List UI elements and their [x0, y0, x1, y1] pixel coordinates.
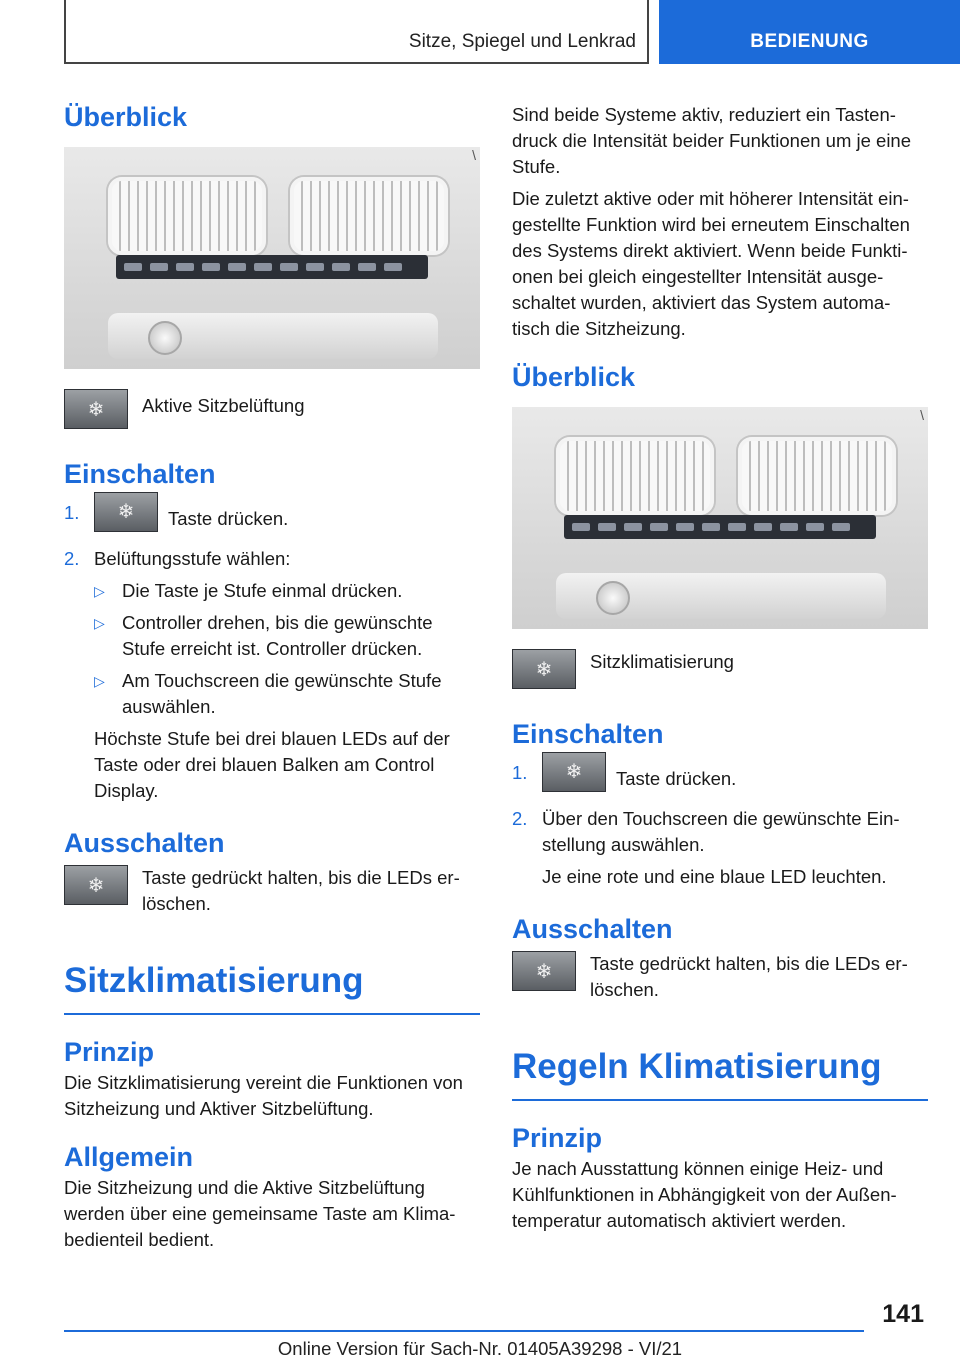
prinzip-heading: Prinzip	[64, 1037, 155, 1067]
footer-text: Online Version für Sach-Nr. 01405A39298 - VI/21	[277, 1338, 683, 1359]
intro-paragraph-1: Sind beide Systeme aktiv, reduziert ein Tasten‐druck die Intensität beider Funktionen um je eine Stufe.	[512, 104, 912, 177]
step-number: 1.	[64, 502, 80, 523]
ausschalten-heading: Ausschalten	[512, 914, 673, 944]
prinzip-text: Die Sitzklimatisierung vereint die Funktionen von Sitzheizung und Aktiver Sitzbelüftung.	[64, 1072, 463, 1119]
seat-ventilation-icon: ❄	[64, 389, 128, 429]
ausschalten-text: Taste gedrückt halten, bis die LEDs er‐löschen.	[142, 867, 460, 914]
seat-climate-icon: ❄	[512, 951, 576, 991]
step-number: 1.	[512, 762, 528, 783]
seat-climate-button-icon: ❄	[542, 752, 606, 792]
step-number: 2.	[512, 808, 528, 829]
step-text: Über den Touchscreen die gewünschte Ein‐stellung auswählen.	[542, 808, 900, 855]
left-air-vent	[108, 177, 266, 255]
icon-caption-row	[64, 389, 480, 429]
seat-ventilation-icon: ❄	[64, 865, 128, 905]
climate-panel-photo	[512, 407, 928, 629]
allgemein-heading: Allgemein	[64, 1142, 194, 1172]
climate-button-bar	[116, 255, 428, 279]
bullet-item: ▷ Controller drehen, bis die gewünschte Stufe erreicht ist. Controller drücken.	[94, 610, 480, 662]
section-title: Regeln Klimatisierung	[512, 1047, 928, 1101]
overview-heading: Überblick	[512, 362, 636, 392]
einschalten-heading: Einschalten	[512, 719, 664, 749]
seat-climate-icon: ❄	[512, 649, 576, 689]
chapter-title: Sitze, Spiegel und Lenkrad	[408, 31, 636, 52]
step-text: Belüftungsstufe wählen:	[94, 548, 291, 569]
page-number: 141	[882, 1300, 924, 1328]
section-title: Sitzklimatisierung	[64, 961, 480, 1015]
einschalten-heading: Einschalten	[64, 459, 216, 489]
volume-dial	[596, 581, 630, 615]
step-text: Taste drücken.	[616, 767, 737, 789]
einschalten-steps	[64, 500, 480, 804]
climate-button-bar	[564, 515, 876, 539]
icon-caption: Sitzklimatisierung	[590, 651, 734, 672]
intro-paragraph-2: Die zuletzt aktive oder mit höherer Intensität ein‐gestellte Funktion wird bei erneutem Einschalten des Systems direkt aktiviert. Wenn beide Funkti‐onen bei gleich eingestellter Intensität ausge‐schaltet wurden, aktiviert das System automa‐tisch die Sitzheizung.	[512, 188, 910, 339]
photo-mark: \	[920, 407, 924, 423]
footer-rule	[64, 1330, 864, 1332]
left-air-vent	[556, 437, 714, 515]
icon-caption-row	[512, 649, 928, 689]
prinzip-text: Je nach Ausstattung können einige Heiz- und Kühlfunktionen in Abhängigkeit von der Außen‐temperatur automatisch aktiviert werden.	[512, 1158, 897, 1231]
left-column	[64, 100, 480, 1253]
section-badge	[659, 0, 960, 64]
step-item	[64, 500, 480, 540]
overview-heading: Überblick	[64, 102, 188, 132]
prinzip-heading: Prinzip	[512, 1123, 603, 1153]
ausschalten-text: Taste gedrückt halten, bis die LEDs er‐löschen.	[590, 953, 908, 1000]
climate-panel-photo	[64, 147, 480, 369]
seat-ventilation-button-icon: ❄	[94, 492, 158, 532]
icon-caption: Aktive Sitzbelüftung	[142, 395, 305, 416]
right-column	[512, 102, 928, 1234]
photo-mark: \	[472, 147, 476, 163]
step-number: 2.	[64, 548, 80, 569]
ausschalten-row	[512, 951, 928, 1003]
right-air-vent	[738, 437, 896, 515]
triangle-bullet-icon: ▷	[94, 583, 105, 599]
step-item	[512, 760, 928, 800]
bullet-item: ▷ Am Touchscreen die gewünschte Stufe auswählen.	[94, 668, 480, 720]
right-air-vent	[290, 177, 448, 255]
ausschalten-row	[64, 865, 480, 917]
volume-dial	[148, 321, 182, 355]
step-text: Taste drücken.	[168, 507, 289, 529]
step-note: Höchste Stufe bei drei blauen LEDs auf der Taste oder drei blauen Balken am Control Display.	[94, 728, 450, 801]
step-note: Je eine rote und eine blaue LED leuchten.	[542, 866, 887, 887]
section-badge-label: BEDIENUNG	[750, 31, 869, 52]
triangle-bullet-icon: ▷	[94, 673, 105, 689]
step-item	[64, 546, 480, 804]
ausschalten-heading: Ausschalten	[64, 828, 225, 858]
allgemein-text: Die Sitzheizung und die Aktive Sitzbelüftung werden über eine gemeinsame Taste am Klima‐bedienteil bedient.	[64, 1177, 456, 1250]
bullet-list	[94, 578, 480, 720]
step-item	[512, 806, 928, 890]
bullet-item: ▷ Die Taste je Stufe einmal drücken.	[94, 578, 480, 604]
triangle-bullet-icon: ▷	[94, 615, 105, 631]
einschalten-steps	[512, 760, 928, 890]
